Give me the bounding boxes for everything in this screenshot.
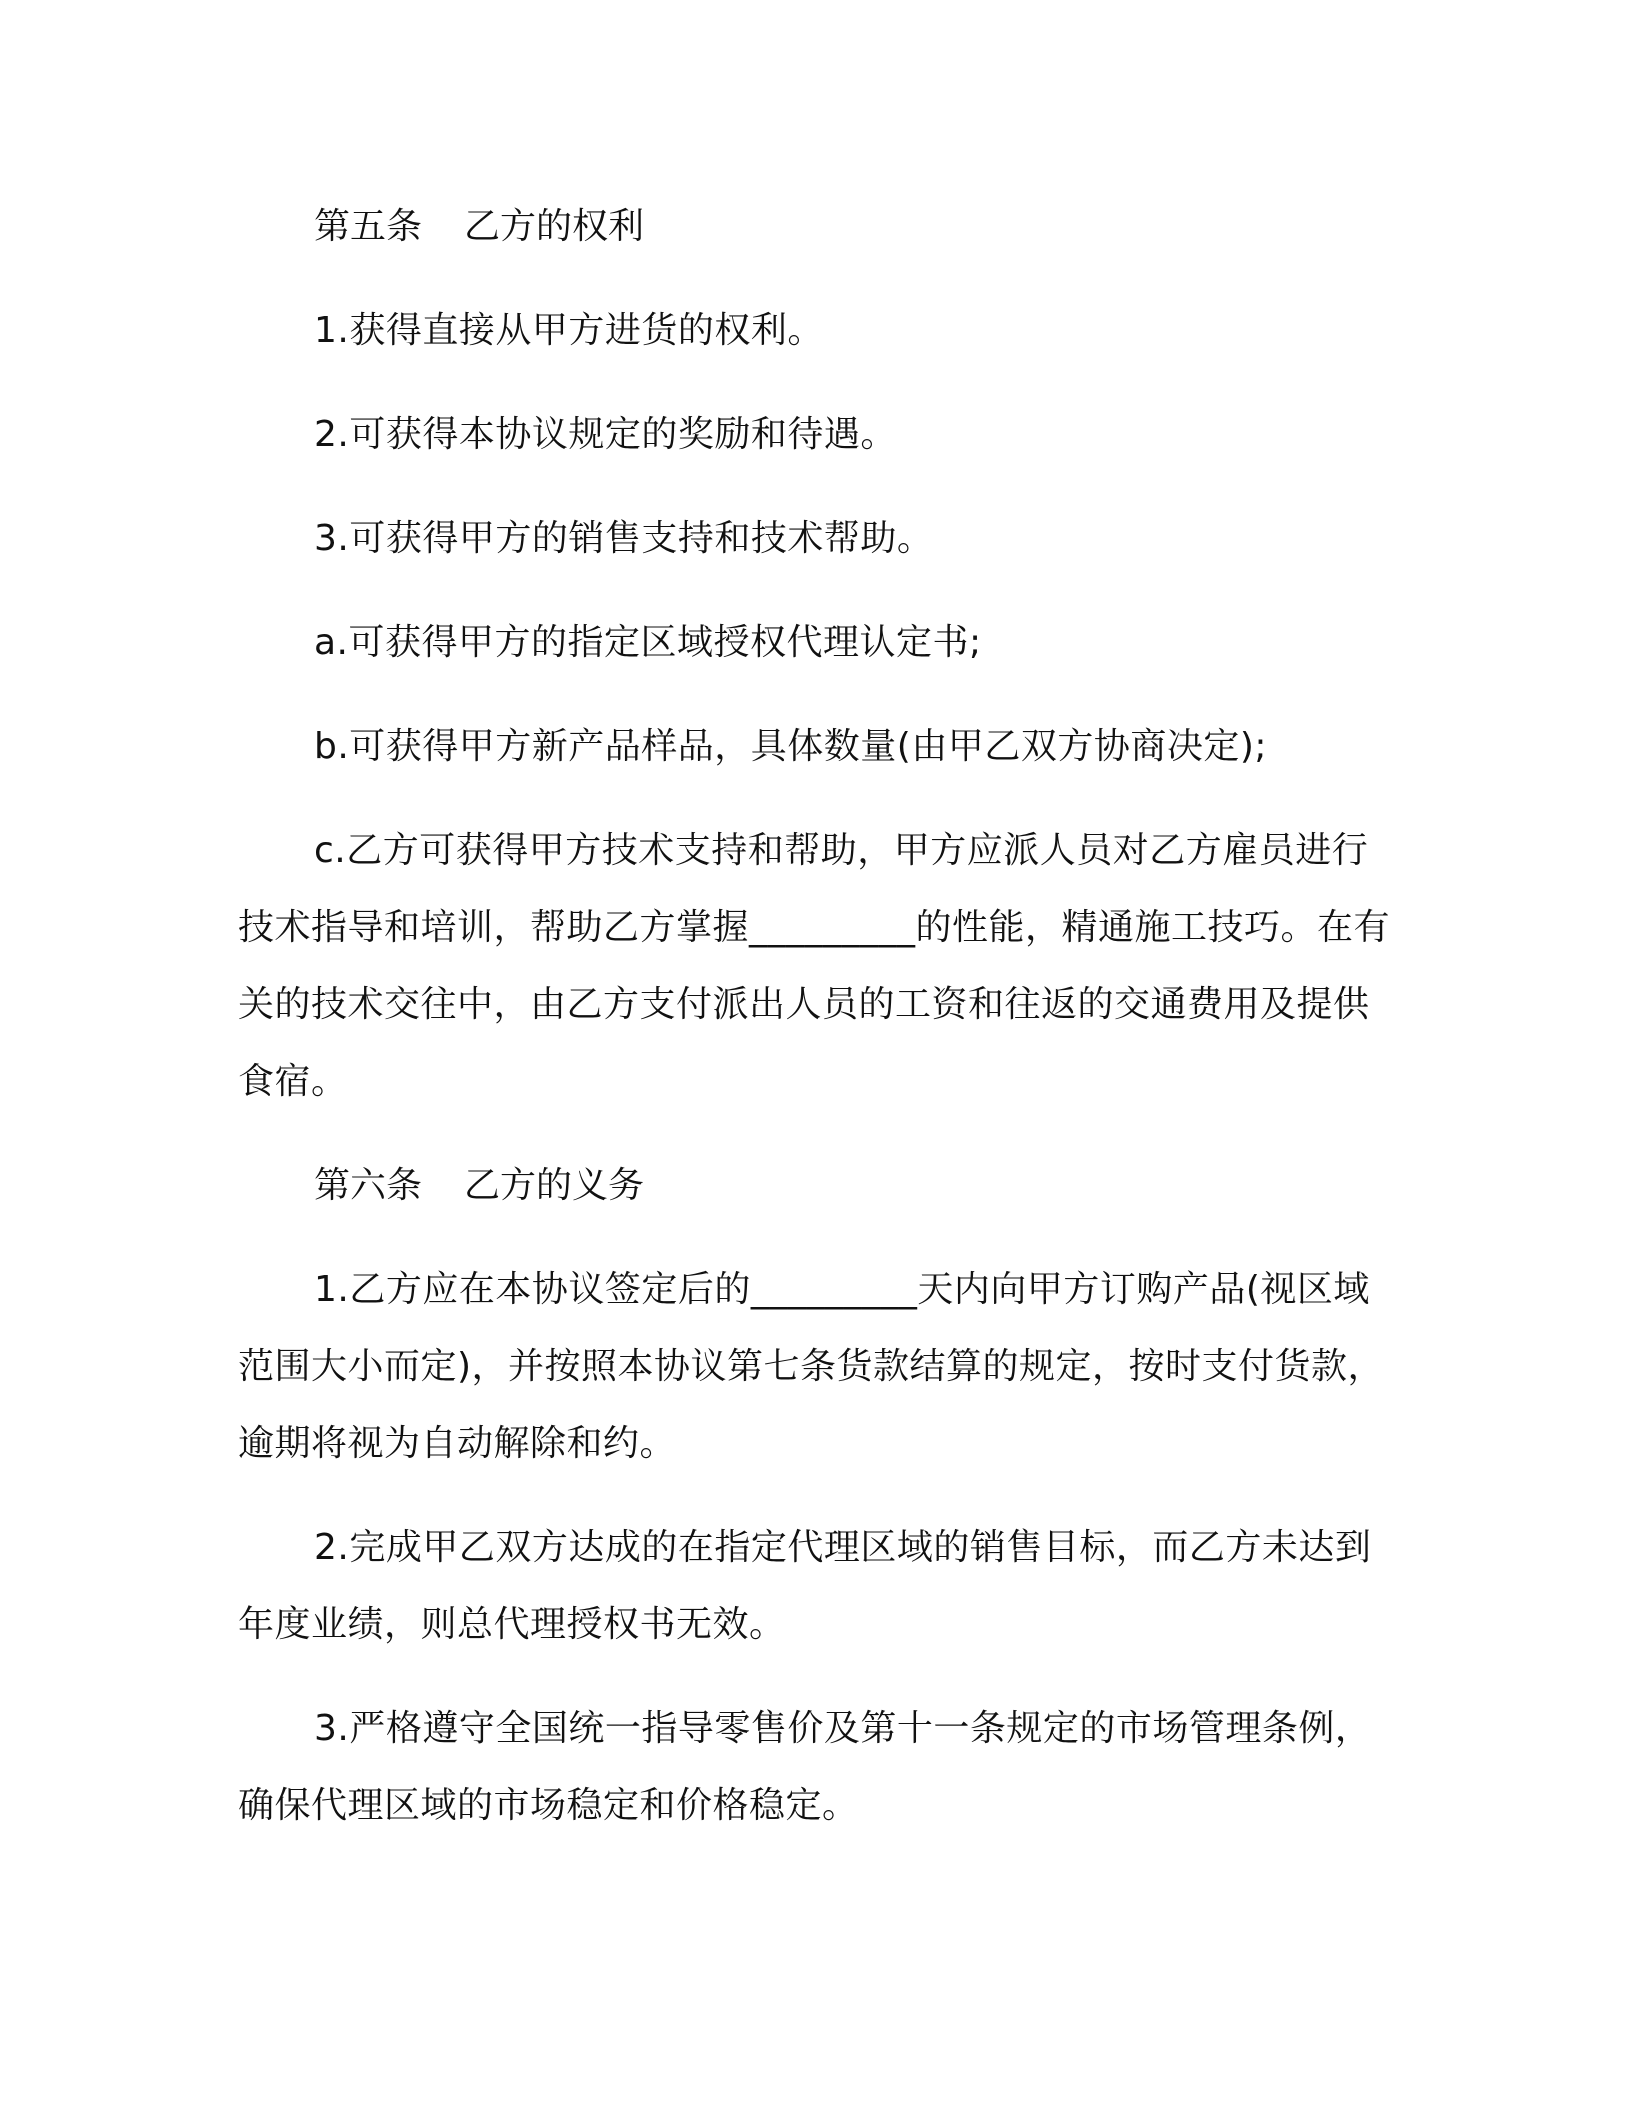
section-5-item-2: 2.可获得本协议规定的奖励和待遇。	[314, 414, 897, 455]
section-5-item-c-text-2: 的性能，精通施工技巧。在有关的技术交往中，由乙方支付派出人员的工资和往返的交通费用及提供食宿。	[238, 907, 1391, 1102]
section-5-item-3: 3.可获得甲方的销售支持和技术帮助。	[314, 518, 934, 559]
document-body	[238, 188, 1398, 1871]
fill-in-blank-product: _________	[749, 907, 916, 948]
section-6-number: 第六条	[314, 1165, 423, 1206]
section-6-item-1	[238, 1251, 1398, 1482]
section-6-item-3: 3.严格遵守全国统一指导零售价及第十一条规定的市场管理条例，确保代理区域的市场稳定和价格稳定。	[238, 1708, 1372, 1826]
section-5-item-1: 1.获得直接从甲方进货的权利。	[314, 310, 824, 351]
section-5-item-a: a.可获得甲方的指定区域授权代理认定书;	[314, 622, 982, 663]
section-5-heading	[238, 188, 1398, 265]
fill-in-blank-days: _________	[750, 1269, 918, 1310]
section-6-heading	[238, 1147, 1398, 1224]
section-5-item-b: b.可获得甲方新产品样品，具体数量(由甲乙双方协商决定);	[314, 726, 1268, 767]
section-5-item-c	[238, 812, 1398, 1120]
section-5-item-c-text-1: c.乙方可获得甲方技术支持和帮助，甲方应派人员对乙方雇员进行技术指导和培训，帮助乙方掌握	[238, 830, 1369, 948]
section-5-title: 乙方的权利	[464, 206, 645, 247]
section-6-title: 乙方的义务	[464, 1165, 645, 1206]
section-6-item-2: 2.完成甲乙双方达成的在指定代理区域的销售目标，而乙方未达到年度业绩，则总代理授权书无效。	[238, 1527, 1372, 1645]
section-6-item-1-text-1: 1.乙方应在本协议签定后的	[314, 1269, 751, 1310]
section-6-item-1-text-2: 天内向甲方订购产品(视区域范围大小而定)，并按照本协议第七条货款结算的规定，按时支付货款，逾期将视为自动解除和约。	[238, 1269, 1385, 1464]
section-5-number: 第五条	[314, 206, 423, 247]
